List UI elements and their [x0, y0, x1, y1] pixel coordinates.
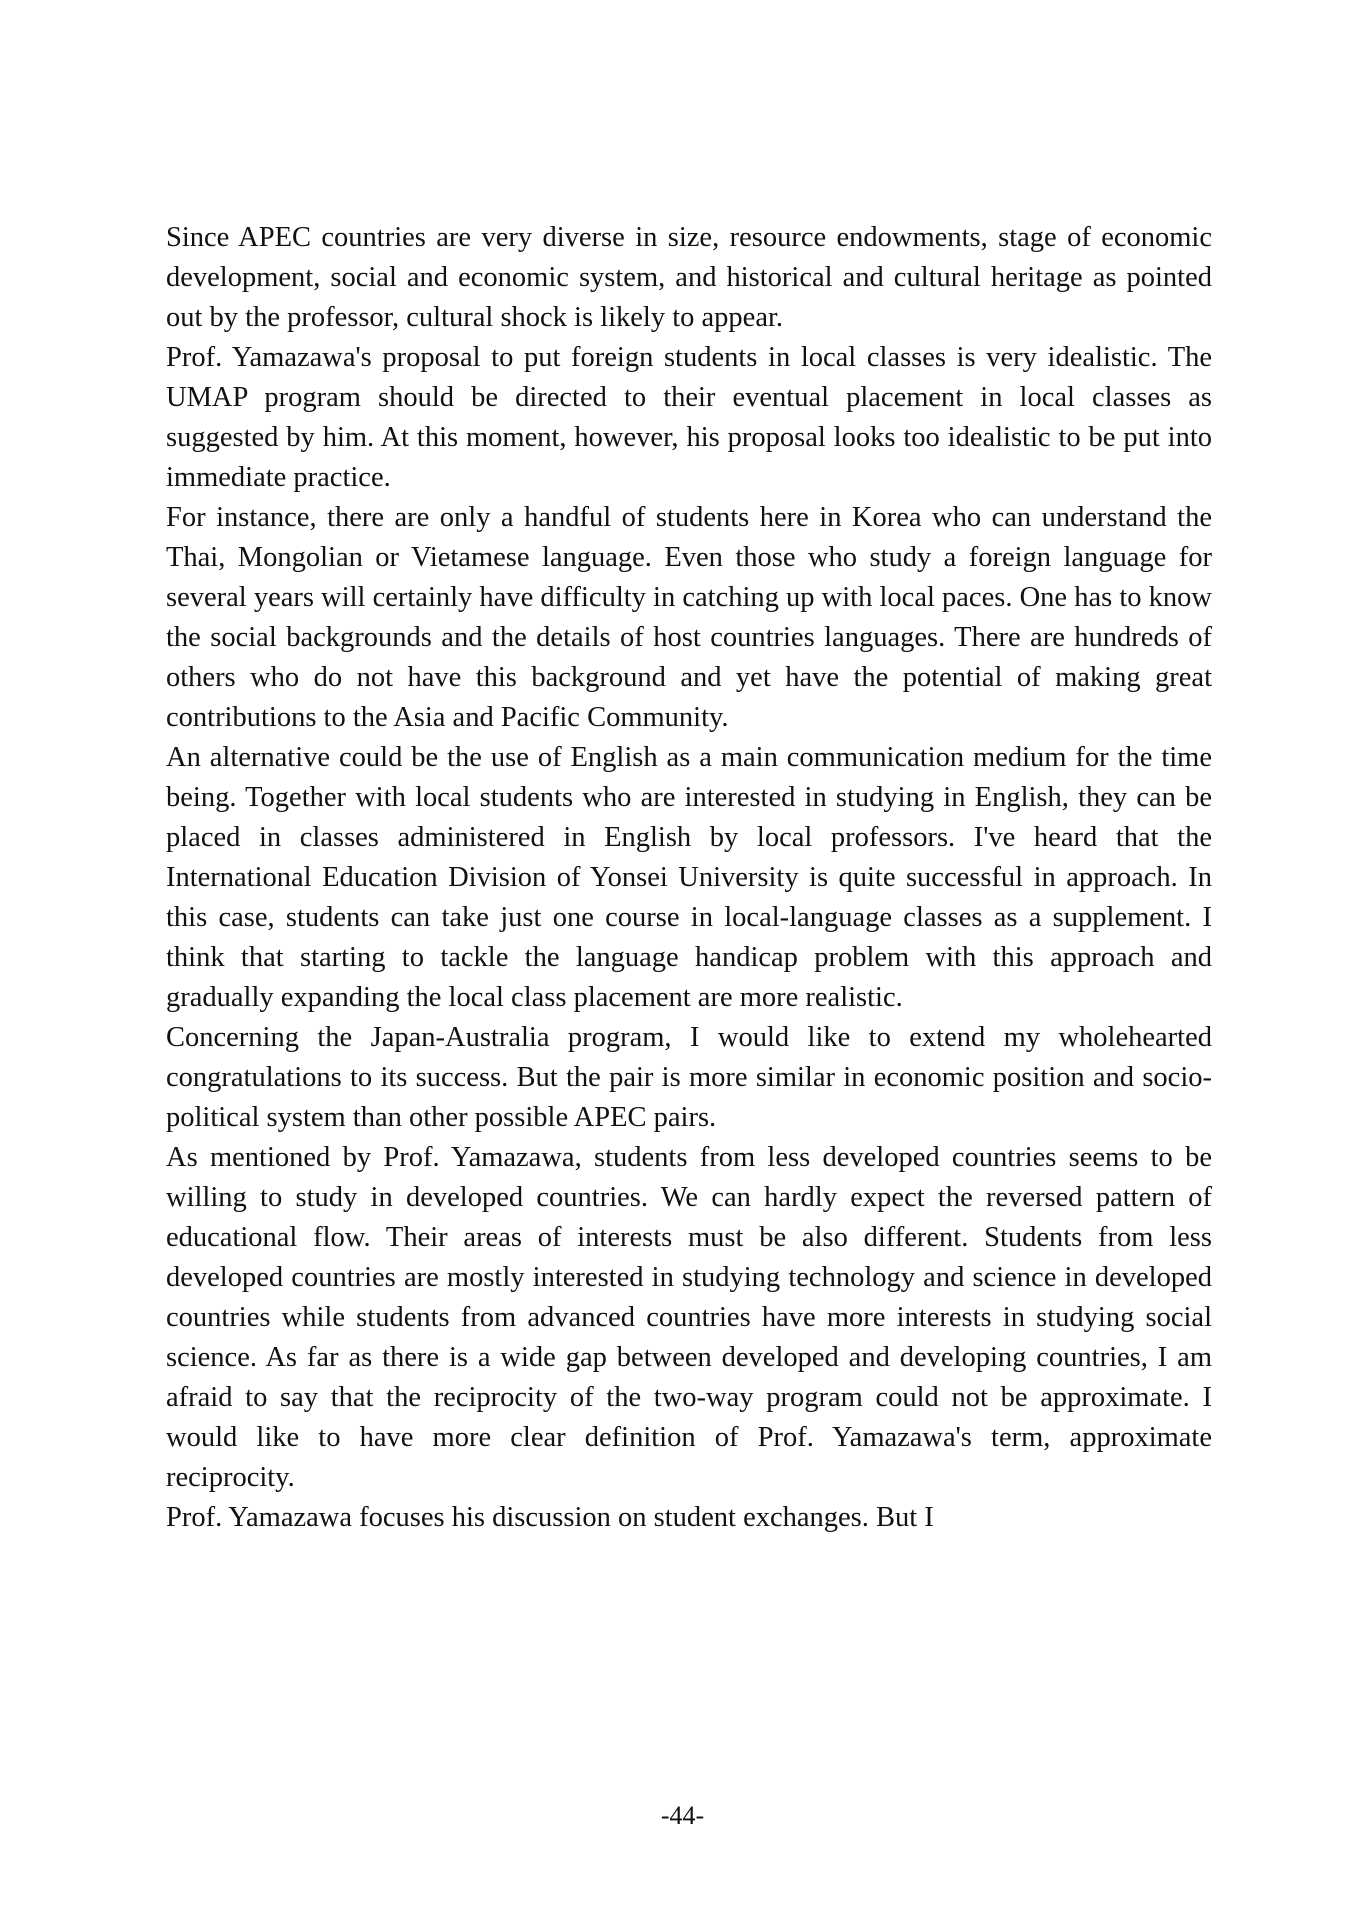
paragraph-idealistic-proposal: Prof. Yamazawa's proposal to put foreign students in local classes is very idealistic. The UMAP program should be directed to their eventual placement in local classes as suggested by him. At this moment, however, his proposal looks too idealistic to be put into immediate practice.	[166, 342, 1212, 493]
paragraph-language-example: For instance, there are only a handful of students here in Korea who can understand the Thai, Mongolian or Vietamese language. Even those who study a foreign language for several years will certainly have difficulty in catching up with local paces. One has to know the social backgrounds and the details of host countries languages. There are hundreds of others who do not have this background and yet have the potential of making great contributions to the Asia and Pacific Community.	[166, 502, 1212, 733]
page-number: -44-	[660, 1801, 705, 1830]
body-text	[166, 218, 1212, 1538]
paragraph-reciprocity: As mentioned by Prof. Yamazawa, students from less developed countries seems to be willing to study in developed countries. We can hardly expect the reversed pattern of educational flow. Their areas of interests must be also different. Students from less developed countries are mostly interested in studying technology and science in developed countries while students from advanced countries have more interests in studying social science. As far as there is a wide gap between developed and developing countries, I am afraid to say that the reciprocity of the two-way program could not be approximate. I would like to have more clear definition of Prof. Yamazawa's term, approximate reciprocity.	[166, 1142, 1212, 1493]
paragraph-japan-australia: Concerning the Japan-Australia program, I would like to extend my wholehearted congratulations to its success. But the pair is more similar in economic position and socio-political system than other possible APEC pairs.	[166, 1022, 1212, 1133]
paragraph-english-alternative: An alternative could be the use of English as a main communication medium for the time being. Together with local students who are interested in studying in English, they can be placed in classes administered in English by local professors. I've heard that the International Education Division of Yonsei University is quite successful in approach. In this case, students can take just one course in local-language classes as a supplement. I think that starting to tackle the language handicap problem with this approach and gradually expanding the local class placement are more realistic.	[166, 742, 1212, 1013]
paragraph-cultural-shock: Since APEC countries are very diverse in size, resource endowments, stage of economic development, social and economic system, and historical and cultural heritage as pointed out by the professor, cultural shock is likely to appear.	[166, 222, 1212, 333]
paragraph-student-exchanges: Prof. Yamazawa focuses his discussion on student exchanges. But I	[166, 1502, 934, 1533]
